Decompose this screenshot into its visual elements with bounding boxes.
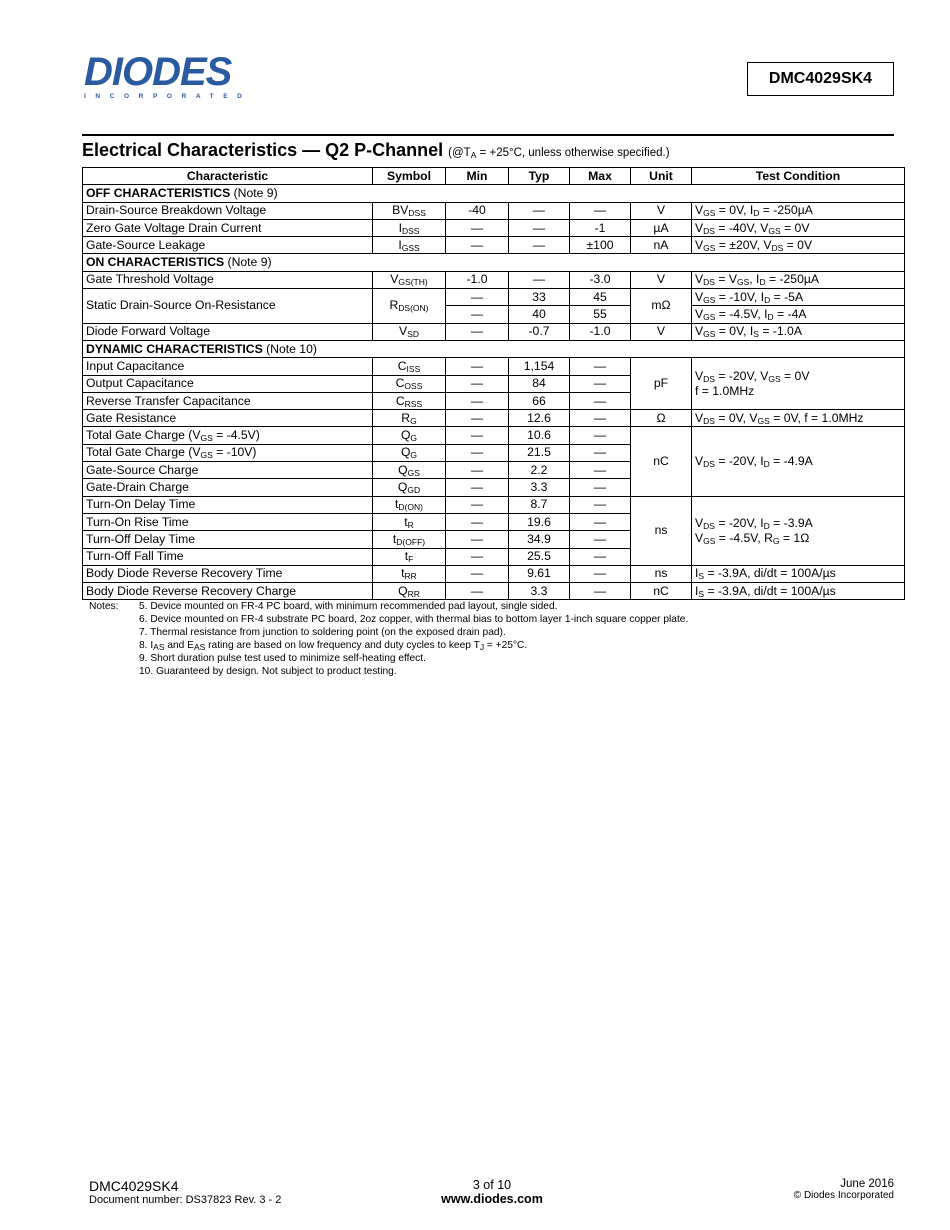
footer-date: June 2016 bbox=[840, 1178, 894, 1190]
header-typ: Typ bbox=[509, 168, 570, 185]
table-row: Gate Resistance $R_G$ — 12.6 — Ω $V_{DS} = 0V$, $V_{GS} = 0V$, f = 1.0MHz bbox=[83, 410, 905, 427]
table-row: Gate-Drain Charge $Q_{GD}$ — 3.3 — bbox=[83, 479, 905, 496]
note-8: 8. $I_{AS}$ and $E_{AS}$ rating are based on low frequency and duty cycles to keep $T_J = +25^\circ C$. bbox=[139, 640, 528, 653]
footer-document-number: Document number: DS37823 Rev. 3 - 2 bbox=[89, 1194, 282, 1206]
table-header-row bbox=[83, 168, 905, 185]
table-row: Body Diode Reverse Recovery Time $t_{RR}$ — 9.61 — ns $I_S = -3.9A$, di/dt = 100A/µs bbox=[83, 565, 905, 582]
table-row: Gate-Source Charge $Q_{GS}$ — 2.2 — bbox=[83, 462, 905, 479]
footer-url[interactable]: www.diodes.com bbox=[441, 1192, 543, 1206]
part-number: DMC4029SK4 bbox=[768, 70, 873, 87]
table-row: — 40 55 $V_{GS} = -4.5V$, $I_D = -4A$ bbox=[83, 306, 905, 323]
header-symbol: Symbol bbox=[373, 168, 446, 185]
table-row: Static Drain-Source On-Resistance $R_{DS(ON)}$ — 33 45 mΩ $V_{GS} = -10V$, $I_D = -5A$ bbox=[83, 289, 905, 306]
table-row: Output Capacitance $C_{OSS}$ — 84 — bbox=[83, 375, 905, 392]
note-5: 5. Device mounted on FR-4 PC board, with minimum recommended pad layout, single sided. bbox=[139, 601, 558, 612]
table-row: Zero Gate Voltage Drain Current $I_{DSS}$ — — -1 µA $V_{DS} = -40V$, $V_{GS} = 0V$ bbox=[83, 219, 905, 236]
table-row: Input Capacitance $C_{ISS}$ — 1,154 — pF $V_{DS} = -20V$, $V_{GS} = 0V$ f = 1.0MHz bbox=[83, 358, 905, 375]
table-row: Gate-Source Leakage $I_{GSS}$ — — ±100 nA $V_{GS} = \pm 20V$, $V_{DS} = 0V$ bbox=[83, 237, 905, 254]
header-characteristic: Characteristic bbox=[83, 168, 373, 185]
notes-label: Notes: bbox=[89, 601, 119, 612]
header-max: Max bbox=[570, 168, 631, 185]
footer-part-number: DMC4029SK4 bbox=[89, 1178, 179, 1194]
section-condition: ($@T_A = +25^\circ C$, unless otherwise specified.) bbox=[448, 147, 670, 160]
table-row: Gate Threshold Voltage $V_{GS(TH)}$ -1.0 — -3.0 V $V_{DS} = V_{GS}$, $I_D = -250\mu A$ bbox=[83, 271, 905, 288]
electrical-characteristics-table bbox=[82, 167, 905, 600]
section-title bbox=[82, 140, 894, 161]
header-unit: Unit bbox=[631, 168, 692, 185]
footer-left bbox=[89, 1178, 281, 1206]
note-9: 9. Short duration pulse test used to minimize self-heating effect. bbox=[139, 653, 426, 665]
table-row: Drain-Source Breakdown Voltage $BV_{DSS}$ -40 — — V $V_{GS} = 0V$, $I_D = -250\mu A$ bbox=[83, 202, 905, 219]
logo-wordmark: DIODES bbox=[84, 50, 232, 94]
table-row: Diode Forward Voltage $V_{SD}$ — -0.7 -1.0 V $V_{GS} = 0V$, $I_S = -1.0A$ bbox=[83, 323, 905, 340]
part-number-box bbox=[747, 62, 894, 96]
section-title-text: Electrical Characteristics — Q2 P-Channel bbox=[82, 140, 444, 160]
table-row: Total Gate Charge $(V_{GS} = -10V)$ $Q_G$ — 21.5 — bbox=[83, 444, 905, 461]
note-10: 10. Guaranteed by design. Not subject to product testing. bbox=[139, 665, 397, 677]
notes-section bbox=[89, 601, 688, 679]
table-row: Turn-On Rise Time $t_R$ — 19.6 — bbox=[83, 513, 905, 530]
section-header bbox=[82, 134, 894, 161]
table-row: Turn-Off Fall Time $t_F$ — 25.5 — bbox=[83, 548, 905, 565]
logo-subtitle: INCORPORATED bbox=[84, 93, 252, 100]
table-row: Turn-On Delay Time $t_{D(ON)}$ — 8.7 — ns $V_{DS} = -20V$, $I_D = -3.9A$ $V_{GS} = -4.5V$, $R_G = 1\Omega$ bbox=[83, 496, 905, 513]
group-row-dynamic: DYNAMIC CHARACTERISTICS (Note 10) bbox=[83, 340, 905, 357]
footer-page-number: 3 of 10 bbox=[472, 1178, 512, 1192]
note-6: 6. Device mounted on FR-4 substrate PC board, 2oz copper, with thermal bias to bottom layer 1-inch square copper plate. bbox=[139, 613, 689, 625]
footer-copyright: © Diodes Incorporated bbox=[793, 1190, 894, 1201]
table-row: Reverse Transfer Capacitance $C_{RSS}$ — 66 — bbox=[83, 392, 905, 409]
note-7: 7. Thermal resistance from junction to soldering point (on the exposed drain pad). bbox=[139, 626, 506, 638]
footer-right bbox=[760, 1178, 894, 1201]
header-test-condition: Test Condition bbox=[692, 168, 905, 185]
group-row-on: ON CHARACTERISTICS (Note 9) bbox=[83, 254, 905, 271]
notes-list bbox=[139, 601, 688, 679]
header-min: Min bbox=[446, 168, 509, 185]
diodes-logo bbox=[84, 52, 256, 98]
table-row: Turn-Off Delay Time $t_{D(OFF)}$ — 34.9 — bbox=[83, 531, 905, 548]
footer-center bbox=[440, 1178, 544, 1206]
table-row: Total Gate Charge $(V_{GS} = -4.5V)$ $Q_G$ — 10.6 — nC $V_{DS} = -20V$, $I_D = -4.9A$ bbox=[83, 427, 905, 444]
group-row-off: OFF CHARACTERISTICS (Note 9) bbox=[83, 185, 905, 202]
table-row: Body Diode Reverse Recovery Charge $Q_{RR}$ — 3.3 — nC $I_S = -3.9A$, di/dt = 100A/µs bbox=[83, 583, 905, 600]
